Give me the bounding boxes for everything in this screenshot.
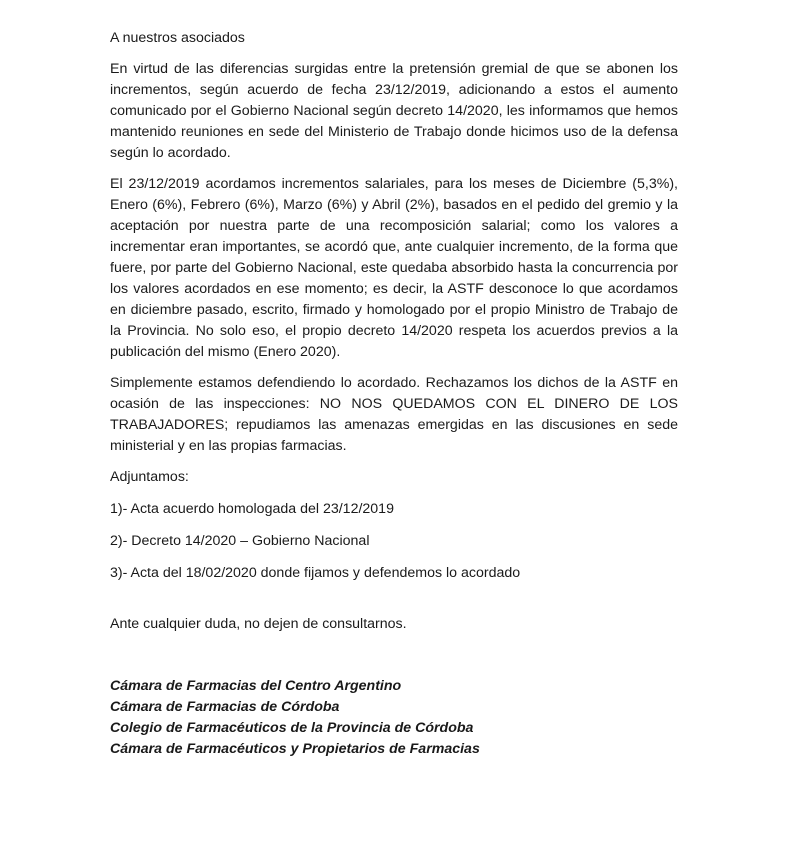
attachments-intro: Adjuntamos: — [110, 469, 189, 485]
paragraph-agreement-details: El 23/12/2019 acordamos incrementos salariales, para los meses de Diciembre (5,3%), Enero (6%), Febrero (6%), Marzo (6%) y Abril (2%), basados en el pedido del gremio y la aceptación por nuestra parte de una recomposición salarial; como los valores a incrementar eran importantes, se acordó que, ante cualquier incremento, de la forma que fuere, por parte del Gobierno Nacional, este quedaba absorbido hasta la concurrencia por los valores acordados en ese momento; es decir, la ASTF desconoce lo que acordamos en diciembre pasado, escrito, firmado y homologado por el propio Ministro de Trabajo de la Provincia. No solo eso, el propio decreto 14/2020 respeta los acuerdos previos a la publicación del mismo (Enero 2020). — [110, 176, 678, 360]
signatory: Colegio de Farmacéuticos de la Provincia de Córdoba — [110, 720, 474, 736]
paragraph-defense: Simplemente estamos defendiendo lo acordado. Rechazamos los dichos de la ASTF en ocasión de las inspecciones: NO NOS QUEDAMOS CON EL DINERO DE LOS TRABAJADORES; repudiamos las amenazas emergidas en las discusiones en sede ministerial y en las propias farmacias. — [110, 375, 678, 454]
greeting: A nuestros asociados — [110, 30, 245, 46]
closing-line: Ante cualquier duda, no dejen de consultarnos. — [110, 616, 407, 632]
signatory: Cámara de Farmacias del Centro Argentino — [110, 678, 402, 694]
attachment-item: 3)- Acta del 18/02/2020 donde fijamos y defendemos lo acordado — [110, 565, 521, 581]
signatories-block — [110, 676, 678, 760]
attachment-item: 1)- Acta acuerdo homologada del 23/12/2019 — [110, 501, 394, 517]
attachment-item: 2)- Decreto 14/2020 – Gobierno Nacional — [110, 533, 370, 549]
paragraph-disagreement: En virtud de las diferencias surgidas entre la pretensión gremial de que se abonen los incrementos, según acuerdo de fecha 23/12/2019, adicionando a estos el aumento comunicado por el Gobierno Nacional según decreto 14/2020, les informamos que hemos mantenido reuniones en sede del Ministerio de Trabajo donde hicimos uso de la defensa según lo acordado. — [110, 61, 678, 161]
letter-body — [110, 28, 678, 760]
signatory: Cámara de Farmacéuticos y Propietarios de Farmacias — [110, 741, 480, 757]
attachments-list — [110, 499, 678, 584]
signatory: Cámara de Farmacias de Córdoba — [110, 699, 340, 715]
